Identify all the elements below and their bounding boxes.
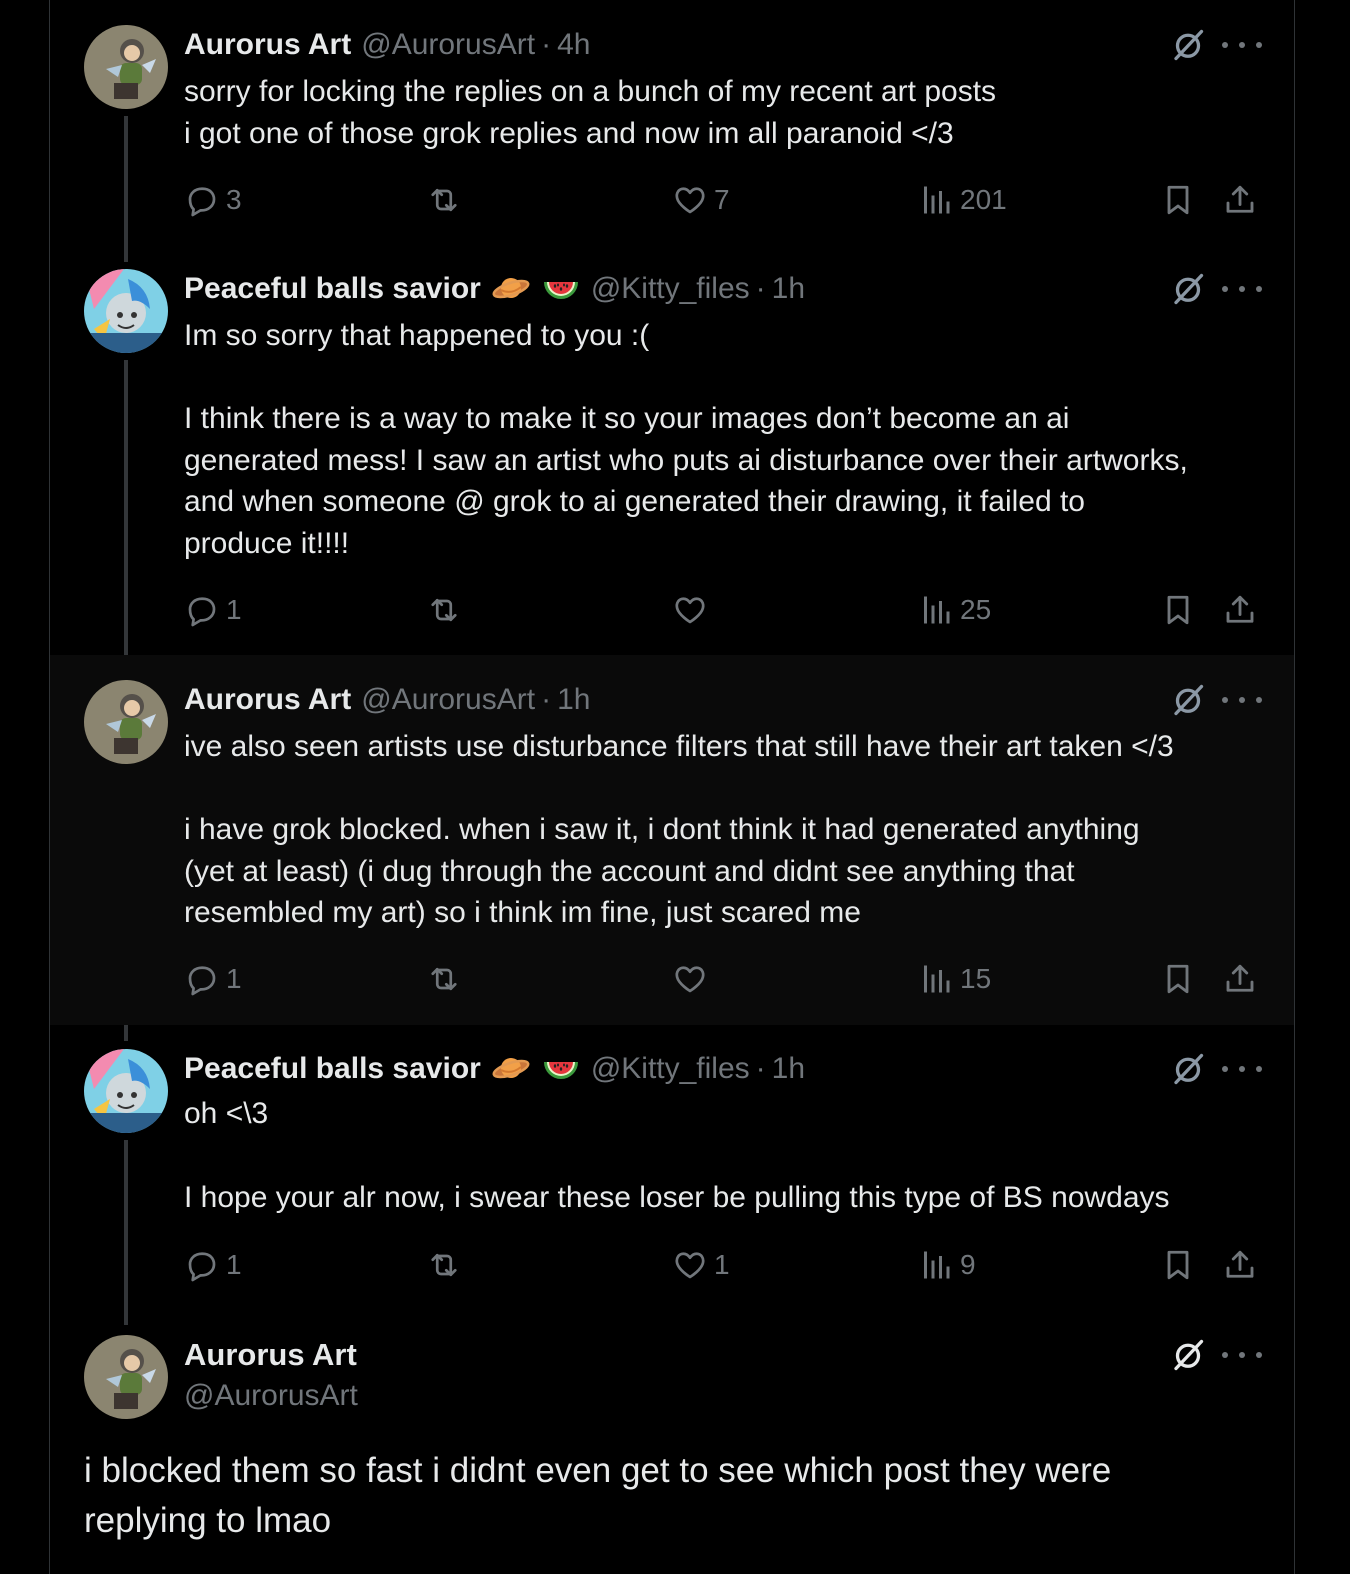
repost-icon [426, 182, 462, 218]
grok-icon[interactable] [1170, 27, 1206, 63]
view-count: 201 [960, 184, 1007, 215]
reply-icon [184, 961, 220, 997]
like-count: 7 [714, 184, 730, 215]
share-button[interactable] [1222, 180, 1258, 220]
grok-icon[interactable] [1170, 271, 1206, 307]
separator: · [755, 1052, 766, 1085]
avatar[interactable] [84, 1335, 168, 1419]
post-header [184, 1049, 805, 1089]
views-icon [918, 182, 954, 218]
reply-button[interactable] [184, 590, 242, 630]
like-button[interactable] [672, 1245, 730, 1285]
reply-post[interactable] [50, 655, 1294, 1025]
timestamp[interactable]: 1h [557, 683, 591, 716]
share-icon [1222, 961, 1258, 997]
post-text: i blocked them so fast i didnt even get to see which post they were replying to lmao [84, 1451, 1112, 1540]
post-text: oh <\3 I hope your alr now, i swear these loser be pulling this type of BS nowdays [184, 1097, 1170, 1214]
repost-icon [426, 592, 462, 628]
view-count: 9 [960, 1249, 976, 1280]
action-bar [184, 959, 1264, 999]
view-count: 15 [960, 963, 992, 994]
more-icon[interactable] [1222, 682, 1262, 718]
action-bar [184, 1245, 1264, 1285]
bookmark-button[interactable] [1160, 959, 1196, 999]
post-header [184, 269, 805, 309]
display-name[interactable]: Aurorus Art [184, 683, 352, 716]
post-text: ive also seen artists use disturbance filters that still have their art taken </3 i have grok blocked. when i saw it, i dont think it had generated anything (yet at least) (i dug through the account and didnt see anything that resembled my art) so i think im fine, just scared me [184, 730, 1174, 929]
share-button[interactable] [1222, 959, 1258, 999]
display-name[interactable]: Peaceful balls savior [184, 272, 481, 305]
post-text: sorry for locking the replies on a bunch of my recent art posts i got one of those grok replies and now im all paranoid </3 [184, 75, 997, 150]
reply-post[interactable] [50, 1025, 1294, 1315]
like-button[interactable] [672, 959, 714, 999]
more-icon[interactable] [1222, 271, 1262, 307]
grok-icon[interactable] [1170, 682, 1206, 718]
bookmark-icon [1160, 1247, 1196, 1283]
bookmark-icon [1160, 182, 1196, 218]
handle[interactable]: @AurorusArt [361, 28, 536, 61]
handle[interactable]: @AurorusArt [184, 1379, 358, 1412]
action-bar [184, 590, 1264, 630]
view-count: 25 [960, 594, 992, 625]
avatar[interactable] [84, 269, 168, 353]
more-icon[interactable] [1222, 1337, 1262, 1373]
separator: · [541, 28, 552, 61]
views-icon [918, 961, 954, 997]
grok-icon[interactable] [1170, 1051, 1206, 1087]
grok-icon[interactable] [1170, 1337, 1206, 1373]
share-button[interactable] [1222, 1245, 1258, 1285]
conversation-column [49, 0, 1295, 1574]
avatar[interactable] [84, 680, 168, 764]
bookmark-icon [1160, 961, 1196, 997]
reply-icon [184, 182, 220, 218]
share-button[interactable] [1222, 590, 1258, 630]
separator: · [755, 272, 766, 305]
share-icon [1222, 592, 1258, 628]
reply-post[interactable] [50, 245, 1294, 655]
avatar[interactable] [84, 25, 168, 109]
timestamp[interactable]: 1h [771, 1052, 806, 1085]
repost-button[interactable] [426, 959, 468, 999]
heart-icon [672, 1247, 708, 1283]
repost-button[interactable] [426, 180, 468, 220]
more-icon[interactable] [1222, 27, 1262, 63]
reply-button[interactable] [184, 959, 242, 999]
more-icon[interactable] [1222, 1051, 1262, 1087]
avatar[interactable] [84, 1049, 168, 1133]
bookmark-button[interactable] [1160, 1245, 1196, 1285]
ringed-planet-emoji [491, 274, 531, 304]
share-icon [1222, 182, 1258, 218]
views-button[interactable] [918, 180, 1007, 220]
reply-count: 3 [226, 184, 242, 215]
reply-count: 1 [226, 963, 242, 994]
views-button[interactable] [918, 959, 991, 999]
views-icon [918, 592, 954, 628]
reply-count: 1 [226, 594, 242, 625]
views-icon [918, 1247, 954, 1283]
handle[interactable]: @Kitty_files [590, 272, 750, 305]
like-button[interactable] [672, 590, 714, 630]
handle[interactable]: @Kitty_files [590, 1052, 750, 1085]
bookmark-icon [1160, 592, 1196, 628]
reply-button[interactable] [184, 180, 242, 220]
bookmark-button[interactable] [1160, 590, 1196, 630]
post-header [184, 680, 590, 720]
post-text: Im so sorry that happened to you :( I think there is a way to make it so your images don’t become an ai generated mess! I saw an artist who puts ai disturbance over their artworks, and when someone @ grok to ai generated their drawing, it failed to produce it!!!! [184, 319, 1188, 560]
bookmark-button[interactable] [1160, 180, 1196, 220]
timestamp[interactable]: 1h [771, 272, 806, 305]
heart-icon [672, 592, 708, 628]
views-button[interactable] [918, 1245, 976, 1285]
action-bar [184, 180, 1264, 220]
watermelon-emoji [541, 1054, 581, 1084]
repost-icon [426, 1247, 462, 1283]
reply-post[interactable] [50, 0, 1294, 245]
heart-icon [672, 961, 708, 997]
repost-button[interactable] [426, 1245, 468, 1285]
main-post [50, 1315, 1294, 1574]
reply-icon [184, 592, 220, 628]
display-name[interactable]: Peaceful balls savior [184, 1052, 481, 1085]
repost-icon [426, 961, 462, 997]
reply-icon [184, 1247, 220, 1283]
reply-count: 1 [226, 1249, 242, 1280]
views-button[interactable] [918, 590, 991, 630]
heart-icon [672, 182, 708, 218]
post-header [184, 25, 590, 65]
separator: · [541, 683, 552, 716]
display-name[interactable]: Aurorus Art [184, 28, 352, 61]
repost-button[interactable] [426, 590, 468, 630]
handle[interactable]: @AurorusArt [361, 683, 536, 716]
watermelon-emoji [541, 274, 581, 304]
like-button[interactable] [672, 180, 730, 220]
timestamp[interactable]: 4h [557, 28, 591, 61]
ringed-planet-emoji [491, 1054, 531, 1084]
like-count: 1 [714, 1249, 730, 1280]
share-icon [1222, 1247, 1258, 1283]
reply-button[interactable] [184, 1245, 242, 1285]
display-name[interactable]: Aurorus Art [184, 1337, 357, 1372]
